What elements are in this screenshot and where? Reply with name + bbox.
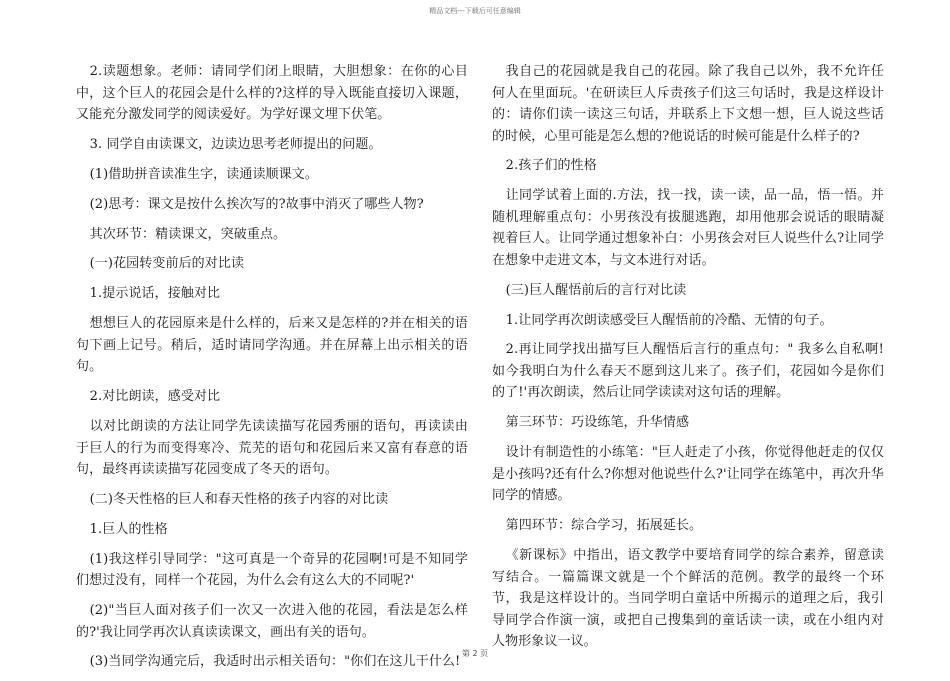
paragraph: (2)"当巨人面对孩子们一次又一次进入他的花园，看法是怎么样的?'我让同学再次认真读读课文，画出有关的语句。	[76, 603, 468, 640]
paragraph: 我自己的花园就是我自己的花园。除了我自己以外，我不允许任何人在里面玩。'在研读巨人斥责孩子们这三句话时，我是这样设计的：请你们读一读这三句话，并联系上下文想一想，巨人说这些话的时候，心里可能是怎么想的?他说话的时候可能是什么样子的?	[492, 64, 884, 144]
paragraph: 让同学试着上面的.方法，找一找，读一读，品一品，悟一悟。并随机理解重点句：小男孩没有拔腿逃跑，却用他那会说话的眼睛凝视着巨人。让同学通过想象补白：小男孩会对巨人说些什么?让同学在想象中走进文本，与文本进行对话。	[492, 188, 884, 268]
page-header: 精品文档---下载后可任意编辑	[429, 7, 521, 15]
paragraph: 1.巨人的性格	[89, 521, 168, 537]
paragraph: 1.让同学再次朗读感受巨人醒悟前的冷酷、无情的句子。	[505, 312, 833, 328]
paragraph: 设计有制造性的小练笔："巨人赶走了小孩，你觉得他赶走的仅仅是小孩吗?还有什么?你想对他说些什么?'让同学在练笔中，再次升华同学的情感。	[492, 445, 884, 504]
paragraph: (1)借助拼音读准生字，读通读顺课文。	[89, 166, 318, 182]
paragraph: 其次环节：精读课文，突破重点。	[89, 226, 287, 242]
paragraph: (二)冬天性格的巨人和春天性格的孩子内容的对比读	[89, 491, 389, 507]
page-number: 第 2 页	[461, 649, 489, 658]
paragraph: 以对比朗读的方法让同学先读读描写花园秀丽的语句，再读读由于巨人的行为而变得寒冷、荒芜的语句和花园后来又富有春意的语句，最终再读读描写花园变成了冬天的语句。	[76, 419, 468, 478]
paragraph: 3. 同学自由读课文，边读边思考老师提出的问题。	[89, 136, 382, 152]
paragraph: 想想巨人的花园原来是什么样的，后来又是怎样的?并在相关的语句下画上记号。稍后，适时请同学沟通。并在屏幕上出示相关的语句。	[76, 316, 468, 375]
paragraph: 1.提示说话，接触对比	[89, 286, 221, 302]
paragraph: (一)花园转变前后的对比读	[89, 256, 245, 272]
paragraph: (三)巨人醒悟前后的言行对比读	[505, 282, 687, 298]
paragraph: 第三环节：巧设练笔，升华情感	[505, 415, 690, 431]
paragraph: 2.再让同学找出描写巨人醒悟后言行的重点句：" 我多么自私啊!如今我明白为什么春天不愿到这儿来了。孩子们，花园如今是你们的了!'再次朗读，然后让同学读读对这句话的理解。	[492, 342, 884, 401]
paragraph: (2)思考：课文是按什么挨次写的?故事中消灭了哪些人物?	[89, 196, 424, 212]
paragraph: 2.读题想象。老师：请同学们闭上眼睛，大胆想象：在你的心目中，这个巨人的花园会是什么样的?这样的导入既能直接切入课题，又能充分激发同学的阅读爱好。为学好课文埋下伏笔。	[76, 64, 468, 122]
paragraph: 《新课标》中指出，语文教学中要培育同学的综合素养，留意读写结合。一篇篇课文就是一个个鲜活的范例。教学的最终一个环节，我是这样设计的。当同学明白童话中所揭示的道理之后，我引导同学合作演一演，或把自己搜集到的童话读一读，或在小组内对人物形象议一议。	[492, 548, 884, 650]
paragraph: 2.孩子们的性格	[505, 158, 597, 174]
left-column	[76, 61, 468, 681]
paragraph: (1)我这样引导同学："这可真是一个奇异的花园啊!可是不知同学们想过没有，同样一个花园，为什么会有这么大的不同呢?'	[76, 551, 468, 589]
paragraph: (3)当同学沟通完后，我适时出示相关语句："你们在这儿干什么!	[89, 654, 461, 670]
right-column	[492, 61, 884, 661]
paragraph: 第四环节：综合学习，拓展延长。	[505, 518, 703, 534]
paragraph: 2.对比朗读，感受对比	[89, 389, 221, 405]
